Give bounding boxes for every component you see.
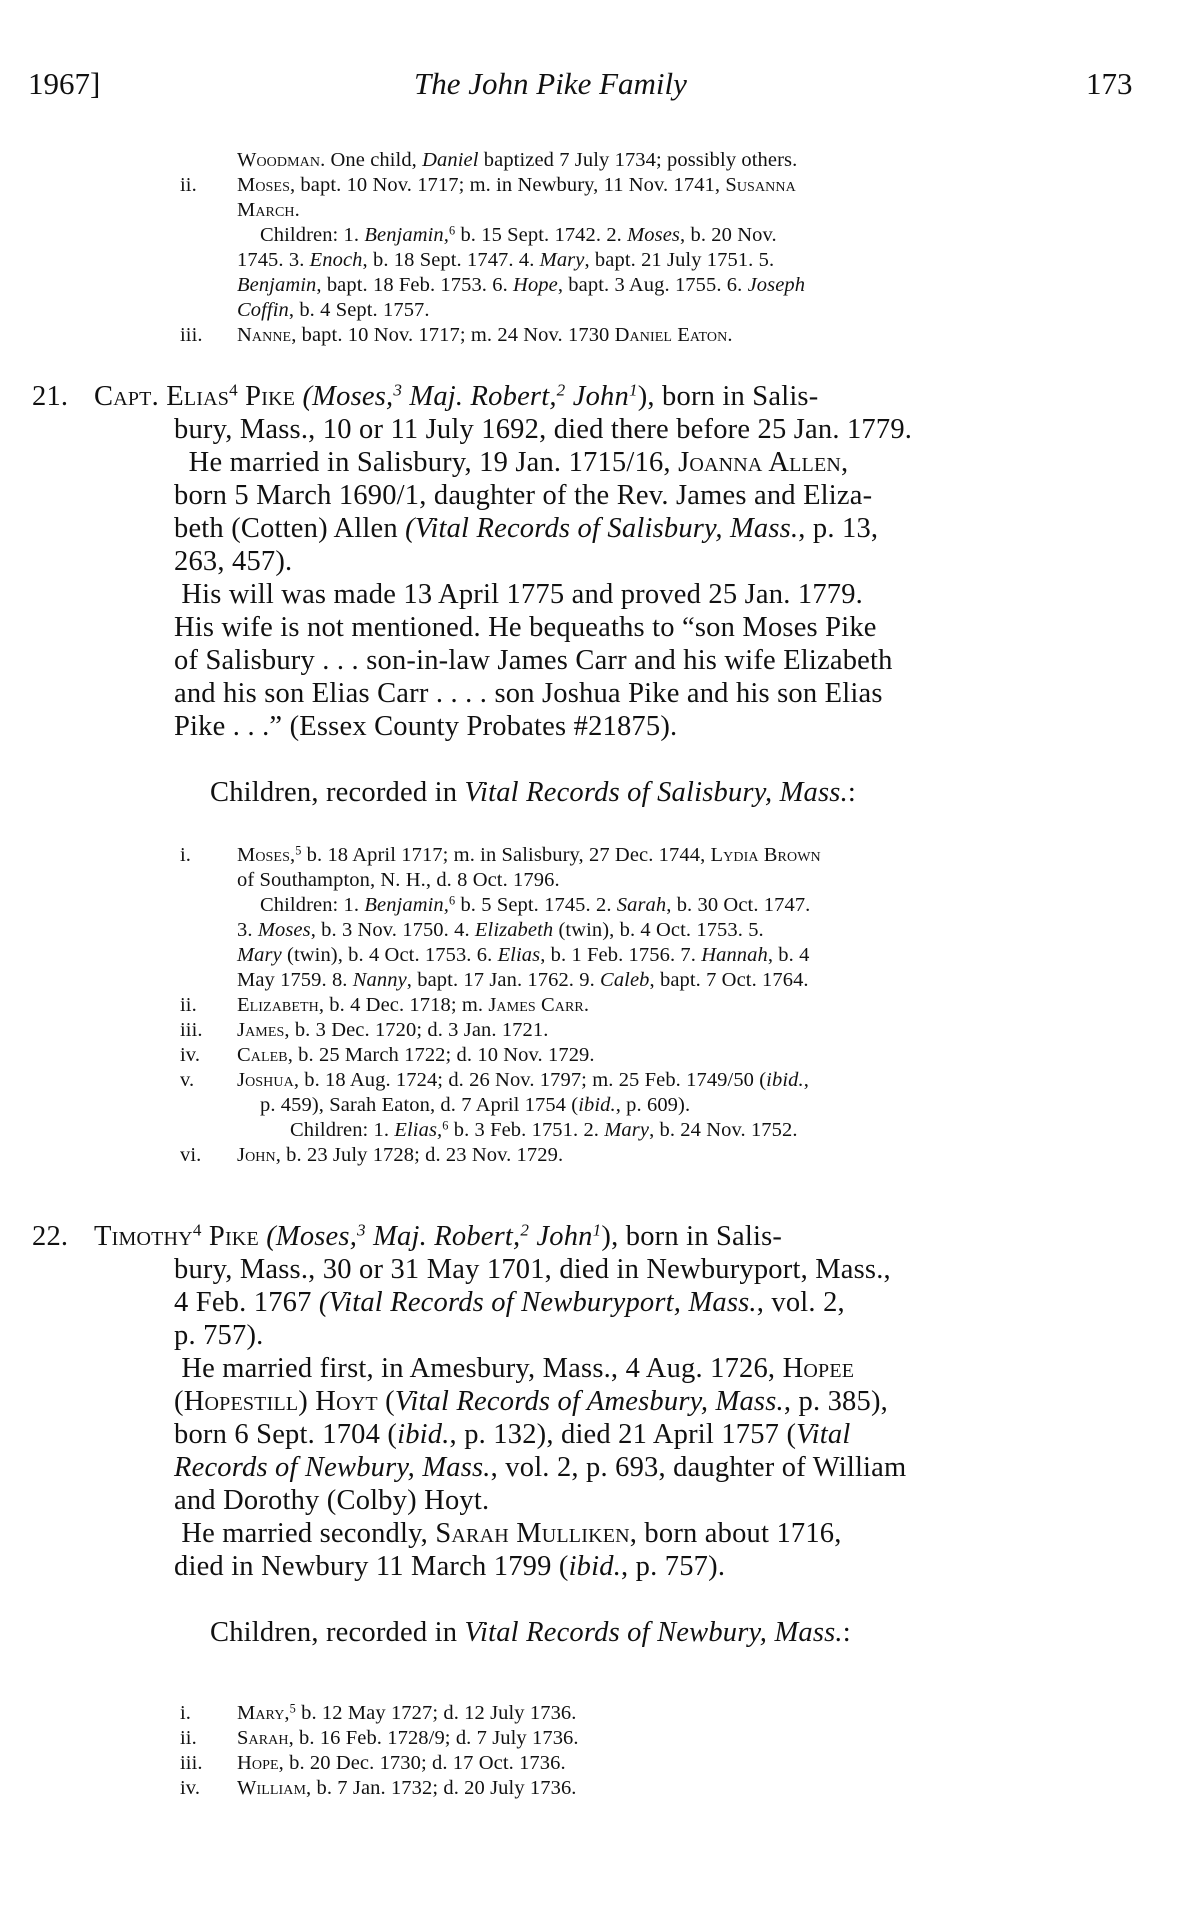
grandchildren-line: Coffin, b. 4 Sept. 1757. bbox=[237, 299, 430, 321]
body-line: and his son Elias Carr . . . . son Joshua Pike and his son Elias bbox=[174, 678, 883, 709]
child-numeral: ii. bbox=[180, 994, 197, 1016]
child-numeral: vi. bbox=[180, 1144, 202, 1166]
grandchildren-line: May 1759. 8. Nanny, bapt. 17 Jan. 1762. 9. Caleb, bapt. 7 Oct. 1764. bbox=[237, 969, 809, 991]
body-line: died in Newbury 11 March 1799 (ibid., p. 757). bbox=[174, 1551, 726, 1582]
grandchildren-line: 3. Moses, b. 3 Nov. 1750. 4. Elizabeth (twin), b. 4 Oct. 1753. 5. bbox=[237, 919, 764, 941]
child-numeral: i. bbox=[180, 1702, 192, 1724]
child-entry: Mary,$^5$ b. 12 May 1727; d. 12 July 1736. bbox=[237, 1701, 577, 1724]
body-line: and Dorothy (Colby) Hoyt. bbox=[174, 1485, 490, 1516]
child-entry: Caleb, b. 25 March 1722; d. 10 Nov. 1729. bbox=[237, 1044, 595, 1066]
child-entry-cont: p. 459), Sarah Eaton, d. 7 April 1754 (ibid., p. 609). bbox=[260, 1094, 691, 1116]
grandchildren-line: Children: 1. Benjamin,$^6$ b. 5 Sept. 1745. 2. Sarah, b. 30 Oct. 1747. bbox=[260, 893, 811, 916]
child-entry: Sarah, b. 16 Feb. 1728/9; d. 7 July 1736. bbox=[237, 1727, 579, 1749]
grandchildren-line: Children: 1. Benjamin,$^6$ b. 15 Sept. 1742. 2. Moses, b. 20 Nov. bbox=[260, 223, 777, 246]
child-numeral: iii. bbox=[180, 1752, 203, 1774]
child-numeral: ii. bbox=[180, 174, 197, 196]
section-number: 21. bbox=[32, 381, 69, 412]
child-entry-cont: March. bbox=[237, 199, 300, 221]
child-entry: Moses, bapt. 10 Nov. 1717; m. in Newbury, 11 Nov. 1741, Susanna bbox=[237, 174, 796, 196]
body-line: beth (Cotten) Allen (Vital Records of Salisbury, Mass., p. 13, bbox=[174, 513, 879, 544]
children-heading: Children, recorded in Vital Records of Salisbury, Mass.: bbox=[210, 777, 857, 808]
children-heading: Children, recorded in Vital Records of Newbury, Mass.: bbox=[210, 1617, 851, 1648]
body-line: 4 Feb. 1767 (Vital Records of Newburyport, Mass., vol. 2, bbox=[174, 1287, 845, 1318]
body-line: p. 757). bbox=[174, 1320, 264, 1351]
body-line: He married in Salisbury, 19 Jan. 1715/16, Joanna Allen, bbox=[188, 447, 849, 478]
entry-line: Woodman. One child, Daniel baptized 7 July 1734; possibly others. bbox=[237, 149, 798, 171]
body-line: bury, Mass., 10 or 11 July 1692, died there before 25 Jan. 1779. bbox=[174, 414, 913, 445]
child-numeral: i. bbox=[180, 844, 192, 866]
child-entry: Moses,$^5$ b. 18 April 1717; m. in Salisbury, 27 Dec. 1744, Lydia Brown bbox=[237, 843, 821, 866]
body-line: Pike . . .” (Essex County Probates #21875). bbox=[174, 711, 678, 742]
child-entry-cont: of Southampton, N. H., d. 8 Oct. 1796. bbox=[237, 869, 560, 891]
child-numeral: iv. bbox=[180, 1777, 201, 1799]
section-heading: Timothy$^4$ Pike (Moses,$^3$ Maj. Robert,$^2$ John$^1$), born in Salis- bbox=[94, 1220, 783, 1252]
body-line: He married first, in Amesbury, Mass., 4 Aug. 1726, Hopee bbox=[181, 1353, 855, 1384]
child-entry: Hope, b. 20 Dec. 1730; d. 17 Oct. 1736. bbox=[237, 1752, 566, 1774]
page-title: The John Pike Family bbox=[414, 66, 687, 101]
grandchildren-line: Benjamin, bapt. 18 Feb. 1753. 6. Hope, bapt. 3 Aug. 1755. 6. Joseph bbox=[237, 274, 806, 296]
running-header-year: 1967] bbox=[28, 66, 101, 101]
body-line: He married secondly, Sarah Mulliken, born about 1716, bbox=[181, 1518, 842, 1549]
child-numeral: iii. bbox=[180, 1019, 203, 1041]
child-numeral: iii. bbox=[180, 324, 203, 346]
grandchildren-line: Children: 1. Elias,$^6$ b. 3 Feb. 1751. 2. Mary, b. 24 Nov. 1752. bbox=[290, 1118, 798, 1141]
body-line: Records of Newbury, Mass., vol. 2, p. 693, daughter of William bbox=[174, 1452, 907, 1483]
section-heading: Capt. Elias$^4$ Pike (Moses,$^3$ Maj. Robert,$^2$ John$^1$), born in Salis- bbox=[94, 380, 819, 412]
body-line: of Salisbury . . . son-in-law James Carr and his wife Elizabeth bbox=[174, 645, 893, 676]
child-numeral: v. bbox=[180, 1069, 195, 1091]
running-header-title bbox=[414, 66, 687, 102]
body-line: bury, Mass., 30 or 31 May 1701, died in Newburyport, Mass., bbox=[174, 1254, 891, 1285]
section-number: 22. bbox=[32, 1221, 69, 1252]
child-entry: James, b. 3 Dec. 1720; d. 3 Jan. 1721. bbox=[237, 1019, 549, 1041]
body-line: His wife is not mentioned. He bequeaths to “son Moses Pike bbox=[174, 612, 877, 643]
child-entry: John, b. 23 July 1728; d. 23 Nov. 1729. bbox=[237, 1144, 564, 1166]
grandchildren-line: 1745. 3. Enoch, b. 18 Sept. 1747. 4. Mary, bapt. 21 July 1751. 5. bbox=[237, 249, 775, 271]
body-line: (Hopestill) Hoyt (Vital Records of Amesbury, Mass., p. 385), bbox=[174, 1386, 888, 1417]
body-line: born 5 March 1690/1, daughter of the Rev. James and Eliza- bbox=[174, 480, 873, 511]
child-entry: Joshua, b. 18 Aug. 1724; d. 26 Nov. 1797; m. 25 Feb. 1749/50 (ibid., bbox=[237, 1069, 809, 1091]
body-line: born 6 Sept. 1704 (ibid., p. 132), died 21 April 1757 (Vital bbox=[174, 1419, 851, 1450]
child-entry: Elizabeth, b. 4 Dec. 1718; m. James Carr. bbox=[237, 994, 590, 1016]
child-numeral: ii. bbox=[180, 1727, 197, 1749]
body-line: His will was made 13 April 1775 and proved 25 Jan. 1779. bbox=[181, 579, 863, 610]
child-entry: Nanne, bapt. 10 Nov. 1717; m. 24 Nov. 1730 Daniel Eaton. bbox=[237, 324, 733, 346]
child-entry: William, b. 7 Jan. 1732; d. 20 July 1736. bbox=[237, 1777, 577, 1799]
body-line: 263, 457). bbox=[174, 546, 293, 577]
grandchildren-line: Mary (twin), b. 4 Oct. 1753. 6. Elias, b. 1 Feb. 1756. 7. Hannah, b. 4 bbox=[237, 944, 810, 966]
child-numeral: iv. bbox=[180, 1044, 201, 1066]
page-number: 173 bbox=[1086, 66, 1133, 101]
